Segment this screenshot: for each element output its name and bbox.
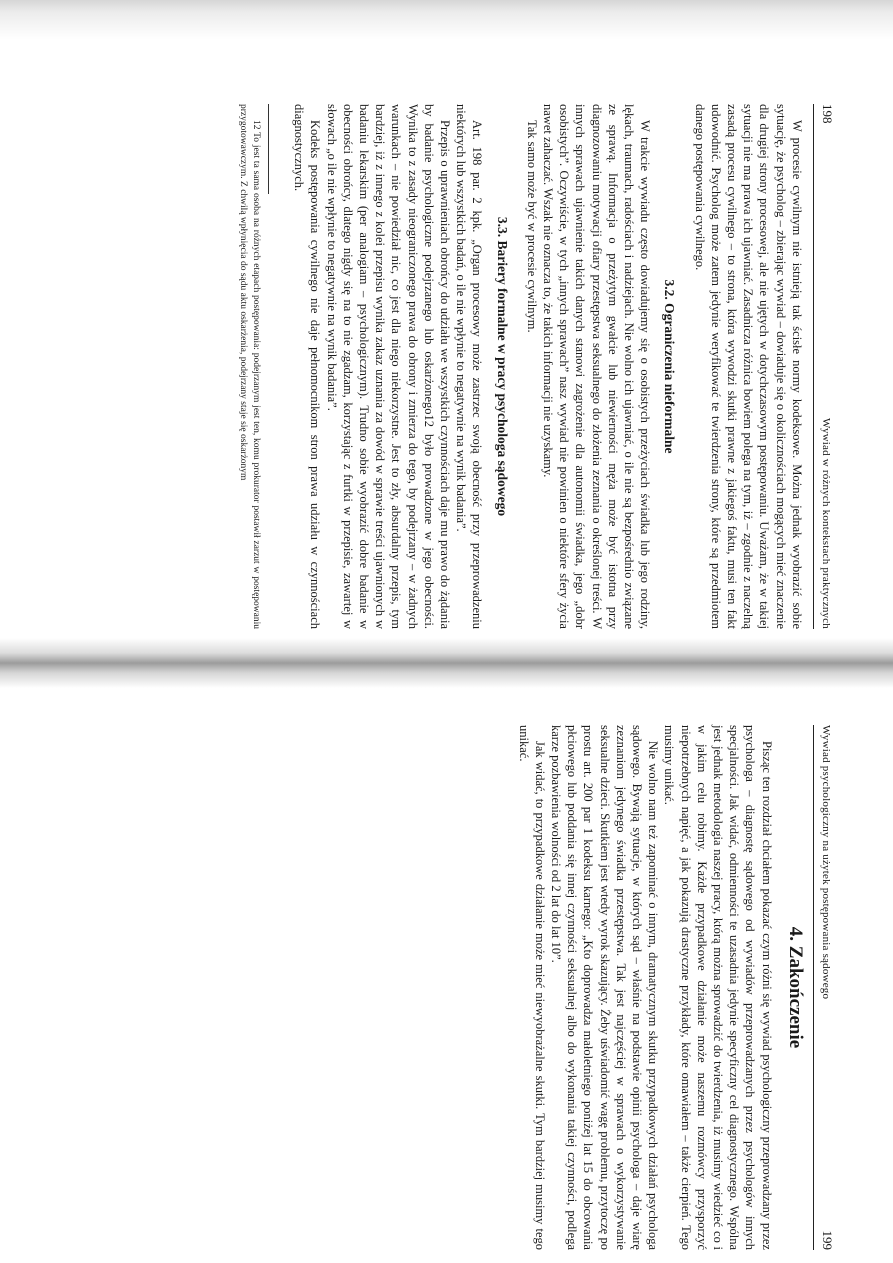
section-heading: 3.2. Ograniczenia nieformalne — [662, 279, 678, 454]
page-number: 198 — [820, 104, 835, 124]
paragraph: Tak samo może być w procesie cywilnym. — [524, 120, 539, 333]
running-title: Wywiad psychologiczny na użytek postępowania sądowego — [820, 725, 832, 1000]
paragraph: Kodeks postępowania cywilnego nie daje pełnomocnikom stron prawa udziału w czynnościach diagnostycznych. — [292, 104, 323, 629]
scan-shadow-top — [0, 0, 893, 40]
book-page-199 — [515, 725, 835, 1250]
running-header — [813, 104, 835, 629]
paragraph: Nie wolno nam też zapominać o innym, dramatycznym skutku przypadkowych działań psychologa sądowego. Bywają sytuacje, w których sąd – właśnie na podstawie opinii psychologa – daje wiarę zeznaniom jedynego świadka przestępstwa. Tak jest najczęściej w sprawach o wykorzystywanie seksualne dzieci. Skutkiem jest wtedy wyrok skazujący. Żeby uświadomić wagę problemu, przytoczę po prostu art. 200 par 1 kodeksu karnego: „Kto doprowadza małoletniego poniżej lat 15 do obcowania płciowego lub poddania się innej czynności seksualnej albo do wykonania takiej czynności, podlega karze pozbawienia wolności od 2 lat do lat 10”. — [548, 725, 661, 1250]
footnote-rule — [268, 104, 269, 194]
scan-gutter-shadow — [0, 638, 893, 688]
chapter-title: 4. Zakończenie — [784, 926, 806, 1049]
running-header — [813, 725, 835, 1250]
book-page-198 — [237, 104, 835, 629]
section-heading: 3.3. Bariery formalne w pracy psychologa sądowego — [494, 216, 510, 517]
footnote: 12 To jest ta sama osoba na różnych etapach postępowania: podejrzanym jest ten, komu prokurator postawił zarzut w postępowaniu przygotowawczym. Z chwilą wpłynięcia do sądu aktu oskarżenia, podejrzany staje się oskarżonym — [238, 104, 261, 629]
paragraph: Pisząc ten rozdział chciałem pokazać czym różni się wywiad psychologiczny przeprowadzany przez psychologa – diagnostę sądowego od wywiadów przeprowadzanych przez psychologów innych specjalności. Jak widać, odmienności te uzasadnia jedynie specyficzny cel diagnostycznego. Wspólna jest jednak metodologia naszej pracy, którą można sprowadzić do twierdzenia, iż musimy wiedzieć co i w jakim celu robimy. Każde przypadkowe działanie może naszemu rozmówcy przysporzyć niepotrzebnych napięć, a jak pokazują drastyczne przykłady, które omawiałem – także cierpień. Tego musimy unikać. — [662, 725, 774, 1250]
page-number: 199 — [820, 1230, 835, 1250]
paragraph: Art. 198 par. 2 kpk. „Organ procesowy może zastrzec swoją obecność przy przeprowadzeniu niektórych lub wszystkich badań, o ile nie wpłynie to negatywnie na wynik badania”. — [454, 104, 485, 629]
running-title: Wywiad w różnych kontekstach praktycznych — [820, 418, 832, 629]
paragraph: Przepis o uprawnieniach obrońcy do udziału we wszystkich czynnościach daje mu prawo do żądania by badanie psychologiczne podejrzanego lub oskarżonego12 było prowadzone w jego obecności. Wynika to z zasady nieograniczonego prawa do obrony i zmierza do tego, by podejrzany – w żadnych warunkach – nie powiedział nic, co jest dla niego niekorzystne. Jest to zły, absurdalny przepis, tym bardziej, iż z innego z kolei przepisu wynika zakaz uznania za dowód w sprawie treści ujawnionych w badaniu lekarskim (per analogiam – psychologicznym). Trudno sobie wyobrazić dobre badanie w obecności obrońcy, dlatego nigdy się na to nie zgadzam, korzystając z furtki w przepisie, zawartej w słowach „o ile nie wpłynie to negatywnie na wynik badania”. — [324, 104, 452, 629]
paragraph: Jak widać, to przypadkowe działanie może mieć niewyobrażalne skutki. Tym bardziej musimy tego unikać. — [516, 725, 547, 1250]
paragraph: W trakcie wywiadu często dowiadujemy się o osobistych przeżyciach świadka lub jego rodziny, lękach, traumach, radościach i nadziejach. Nie wolno ich ujawniać, o ile nie są bezpośrednio związane ze sprawą. Informacja o przeżytym gwałcie lub niewierności męża może być istotna przy diagnozowaniu motywacji ofiary przestępstwa seksualnego do złożenia zeznania o określonej treści. W innych sprawach ujawnienie takich danych stanowi zagrożenie dla autonomii świadka, jego „dobr osobistych”. Oczywiście, w tych „innych sprawach” nasz wywiad nie powinien o niektóre sfery życia nawet zahaczać. Wszak nie oznacza to, że takich informacji nie uzyskamy. — [540, 104, 653, 629]
paragraph: W procesie cywilnym nie istnieją tak ścisłe normy kodeksowe. Można jednak wyobrazić sobie sytuację, że psycholog – zbierając wywiad – dowiaduje się o okolicznościach mogących mieć znaczenie dla drugiej strony procesowej, ale nie ujętych w dotychczasowym postępowaniu. Uważam, że w takiej sytuacji nie ma prawa ich ujawniać. Zasadnicza różnica bowiem polega na tym, iż – zgodnie z naczelną zasadą procesu cywilnego – to strona, która wywodzi skutki prawne z jakiegoś faktu, musi ten fakt udowodnić. Psycholog może zatem jedynie weryfikować te twierdzenia strony, które są przedmiotem danego postępowania cywilnego. — [692, 104, 804, 629]
